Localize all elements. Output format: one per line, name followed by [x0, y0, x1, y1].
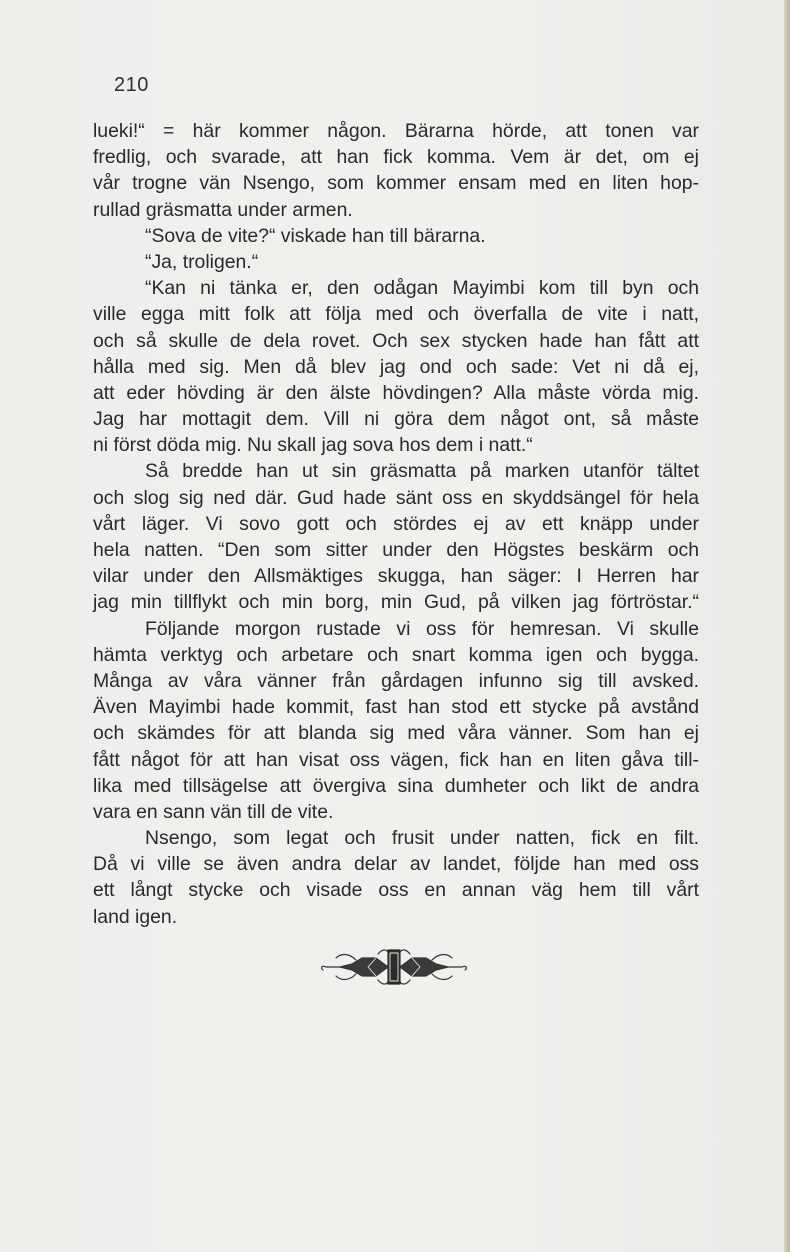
page-number: 210	[114, 74, 149, 96]
text-line: och slog sig ned där. Gud hade sänt oss en skyddsängel för hela	[93, 486, 699, 509]
text-line: och så skulle de dela rovet. Och sex stycken hade han fått att	[93, 329, 699, 352]
text-line: Nsengo, som legat och frusit under natten, fick en filt.	[145, 827, 699, 850]
text-line: ett långt stycke och visade oss en annan väg hem till vårt	[93, 879, 699, 902]
text-line: vara en sann vän till de vite.	[93, 800, 334, 823]
text-line: lueki!“ = här kommer någon. Bärarna hörde, att tonen var	[93, 120, 699, 142]
text-line: hela natten. “Den som sitter under den Högstes beskärm och	[93, 539, 699, 561]
text-line: Även Mayimbi hade kommit, fast han stod ett stycke på avstånd	[93, 696, 699, 719]
text-line: “Sova de vite?“ viskade han till bärarna.	[145, 224, 486, 247]
text-line: och skämdes för att blanda sig med våra vänner. Som han ej	[93, 722, 699, 745]
text-line: jag min tillflykt och min borg, min Gud, på vilken jag förtröstar.“	[93, 591, 699, 614]
text-line: ville egga mitt folk att följa med och överfalla de vite i natt,	[93, 303, 699, 326]
text-line: rullad gräsmatta under armen.	[93, 198, 353, 221]
text-line: fredlig, och svarade, att han fick komma. Vem är det, om ej	[93, 146, 699, 169]
text-line: Då vi ville se även andra delar av landet, följde han med oss	[93, 853, 699, 876]
page-edge	[784, 0, 790, 1252]
text-line: vilar under den Allsmäktiges skugga, han säger: I Herren har	[93, 565, 699, 588]
text-line: Så bredde han ut sin gräsmatta på marken utanför tältet	[145, 460, 699, 483]
text-line: vårt läger. Vi sovo gott och stördes ej av ett knäpp under	[93, 512, 699, 535]
text-line: “Ja, troligen.“	[145, 250, 259, 273]
text-line: “Kan ni tänka er, den odågan Mayimbi kom till byn och	[145, 277, 699, 300]
text-line: hämta verktyg och arbetare och snart komma igen och bygga.	[93, 643, 699, 666]
text-line: att eder hövding är den älste hövdingen? Alla måste vörda mig.	[93, 381, 699, 404]
text-line: lika med tillsägelse att övergiva sina dumheter och likt de andra	[93, 774, 699, 797]
text-line: vår trogne vän Nsengo, som kommer ensam med en liten hop-	[93, 172, 699, 195]
text-line: land igen.	[93, 905, 178, 928]
vignette-ornament-icon	[318, 946, 470, 988]
text-line: Många av våra vänner från gårdagen infunno sig till avsked.	[93, 669, 699, 692]
text-line: ni först döda mig. Nu skall jag sova hos dem i natt.“	[93, 434, 533, 457]
body-text	[93, 118, 699, 930]
text-line: Jag har mottagit dem. Vill ni göra dem något ont, så måste	[93, 408, 699, 431]
text-line: fått något för att han visat oss vägen, fick han en liten gåva till-	[93, 748, 699, 771]
text-line: Följande morgon rustade vi oss för hemresan. Vi skulle	[145, 617, 699, 640]
text-line: hålla med sig. Men då blev jag ond och sade: Vet ni då ej,	[93, 355, 699, 378]
